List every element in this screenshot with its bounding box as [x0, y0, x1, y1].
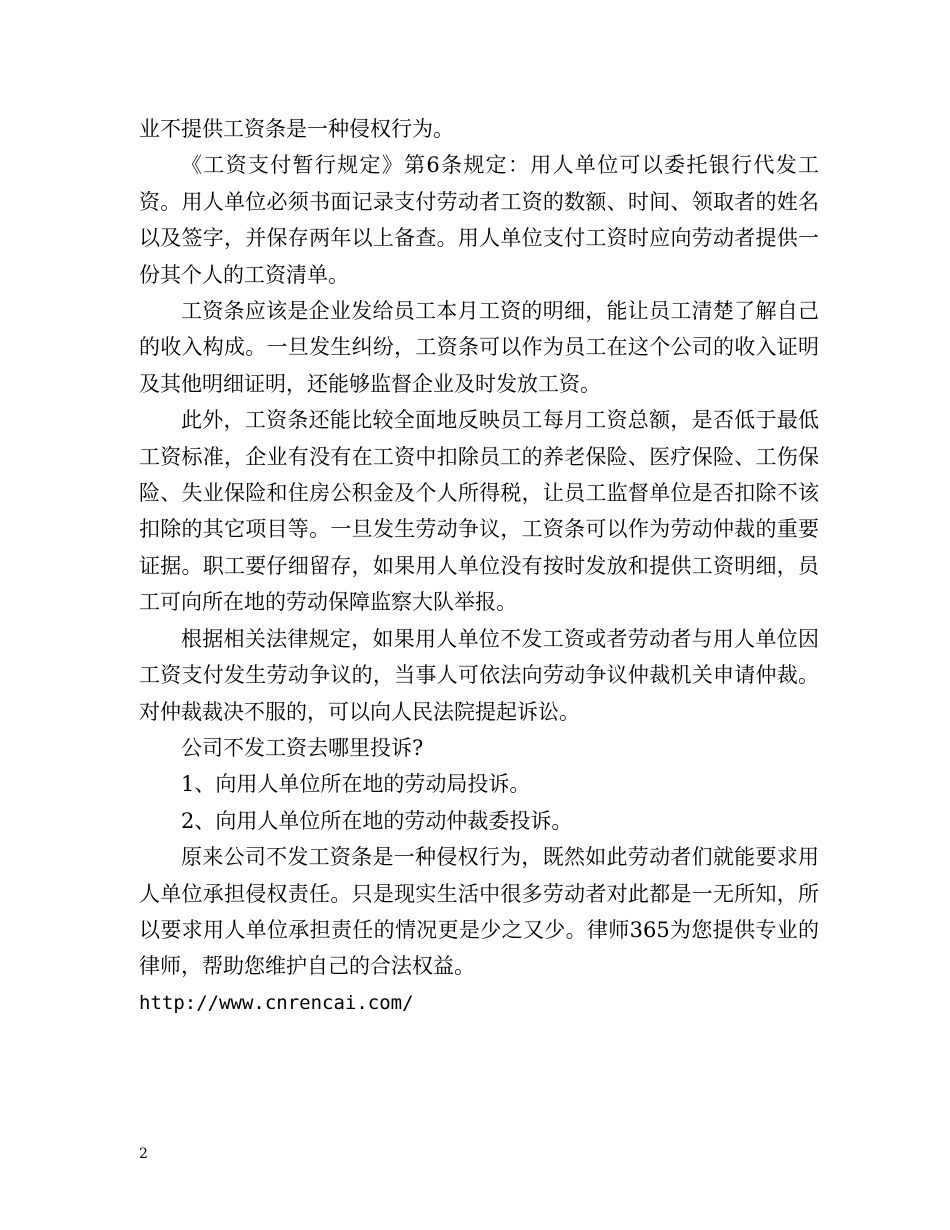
paragraph: 原来公司不发工资条是一种侵权行为，既然如此劳动者们就能要求用人单位承担侵权责任。只是现实生活中很多劳动者对此都是一无所知，所以要求用人单位承担责任的情况更是少之又少。律师365为您提供专业的律师，帮助您维护自己的合法权益。 — [139, 845, 819, 979]
paragraph: 此外，工资条还能比较全面地反映员工每月工资总额，是否低于最低工资标准，企业有没有在工资中扣除员工的养老保险、医疗保险、工伤保险、失业保险和住房公积金及个人所得税，让员工监督单位是否扣除不该扣除的其它项目等。一旦发生劳动争议，工资条可以作为劳动仲裁的重要证据。职工要仔细留存，如果用人单位没有按时发放和提供工资明细，员工可向所在地的劳动保障监察大队举报。 — [139, 408, 819, 615]
paragraph: 工资条应该是企业发给员工本月工资的明细，能让员工清楚了解自己的收入构成。一旦发生纠纷，工资条可以作为员工在这个公司的收入证明及其他明细证明，还能够监督企业及时发放工资。 — [139, 299, 819, 396]
paragraph: 根据相关法律规定，如果用人单位不发工资或者劳动者与用人单位因工资支付发生劳动争议的，当事人可依法向劳动争议仲裁机关申请仲裁。对仲裁裁决不服的，可以向人民法院提起诉讼。 — [139, 626, 819, 724]
source-url: http://www.cnrencai.com/ — [139, 991, 414, 1014]
paragraph: 业不提供工资条是一种侵权行为。 — [139, 117, 454, 141]
page-number: 2 — [139, 1146, 148, 1162]
list-item: 1、向用人单位所在地的劳动局投诉。 — [181, 772, 531, 797]
question-heading: 公司不发工资去哪里投诉? — [181, 735, 424, 760]
document-body — [139, 111, 819, 1021]
paragraph: 《工资支付暂行规定》第6条规定：用人单位可以委托银行代发工资。用人单位必须书面记录支付劳动者工资的数额、时间、领取者的姓名以及签字，并保存两年以上备查。用人单位支付工资时应向劳动者提供一份其个人的工资清单。 — [139, 153, 819, 287]
list-item: 2、向用人单位所在地的劳动仲裁委投诉。 — [181, 808, 573, 833]
